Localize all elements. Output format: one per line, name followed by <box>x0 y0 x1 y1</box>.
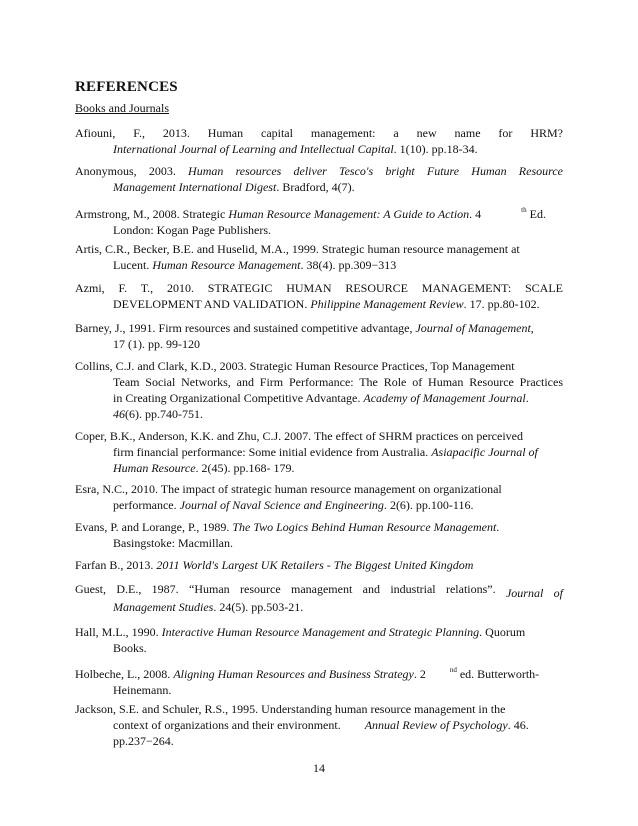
reference-line: Azmi, F. T., 2010. STRATEGIC HUMAN RESOURCE MANAGEMENT: SCALE <box>75 281 563 295</box>
journal-title: Asiapacific Journal of <box>431 445 538 459</box>
journal-title: Academy of Management Journal <box>363 391 526 405</box>
reference-artis <box>75 241 563 273</box>
reference-line <box>75 519 563 535</box>
reference-anonymous <box>75 163 563 195</box>
reference-line: Esra, N.C., 2010. The impact of strategic human resource management on organizational <box>75 482 502 496</box>
reference-line: 17 (1). pp. 99-120 <box>113 337 200 351</box>
reference-text: firm financial performance: Some initial evidence from Australia. <box>113 445 432 459</box>
reference-line <box>75 599 563 615</box>
reference-line: Basingstoke: Macmillan. <box>113 536 233 550</box>
reference-jackson <box>75 701 563 749</box>
reference-line: Artis, C.R., Becker, B.E. and Huselid, M.A., 1999. Strategic human resource management at <box>75 242 520 256</box>
reference-text: . 2(6). pp.100-116. <box>383 498 474 512</box>
reference-afiouni <box>75 125 563 157</box>
reference-text: . 24(5). pp.503-21. <box>213 600 304 614</box>
reference-hall <box>75 624 563 656</box>
reference-holbeche <box>75 662 563 698</box>
journal-title: Management International Digest <box>113 180 277 194</box>
reference-text: Ed. <box>526 207 546 221</box>
journal-title: Philippine Management Review <box>310 297 464 311</box>
reference-text: . Quorum <box>479 625 526 639</box>
reference-line: Afiouni, F., 2013. Human capital management: a new name for HRM? <box>75 126 563 140</box>
reference-collins <box>75 358 563 422</box>
reference-line <box>75 141 563 157</box>
reference-text: . 38(4). pp.309−313 <box>300 258 397 272</box>
reference-text: . 46. <box>507 718 529 732</box>
reference-text: . 17. pp.80-102. <box>463 297 540 311</box>
reference-line <box>75 202 563 222</box>
reference-esra <box>75 481 563 513</box>
reference-text: (6). pp.740-751. <box>125 407 203 421</box>
journal-title: Journal of Naval Science and Engineering <box>179 498 384 512</box>
reference-text: Armstrong, M., 2008. Strategic <box>75 207 229 221</box>
reference-text: Anonymous, 2003. <box>75 164 189 178</box>
reference-line <box>75 624 563 640</box>
reference-text: . 1(10). pp.18-34. <box>393 142 478 156</box>
reference-line: Team Social Networks, and Firm Performance: The Role of Human Resource Practices <box>113 375 563 389</box>
reference-text: . <box>496 520 500 534</box>
reference-text: . 2(45). pp.168- 179. <box>195 461 295 475</box>
reference-evans <box>75 519 563 551</box>
reference-text: Farfan B., 2013. <box>75 558 157 572</box>
section-subheading: Books and Journals <box>75 101 169 115</box>
reference-text: ed. Butterworth- <box>456 667 540 681</box>
reference-line <box>75 179 563 195</box>
journal-title: Management Studies <box>113 600 214 614</box>
reference-line <box>75 390 563 406</box>
reference-text: Hall, M.L., 1990. <box>75 625 162 639</box>
reference-line <box>75 320 563 336</box>
journal-title: Journal of <box>505 586 563 600</box>
superscript: th <box>521 206 527 214</box>
reference-text: Evans, P. and Lorange, P., 1989. <box>75 520 233 534</box>
volume-number: 46 <box>113 407 125 421</box>
book-title: Interactive Human Resource Management and Strategic Planning <box>161 625 480 639</box>
reference-line <box>75 296 563 312</box>
reference-text: in Creating Organizational Competitive Advantage. <box>113 391 364 405</box>
reference-text: . 4 <box>469 207 482 221</box>
reference-line: Heinemann. <box>113 683 172 697</box>
reference-text: . <box>525 391 529 405</box>
journal-title: International Journal of Learning and Intellectual Capital <box>113 142 394 156</box>
reference-line <box>75 444 563 460</box>
book-title: Aligning Human Resources and Business Strategy <box>173 667 414 681</box>
journal-title: Annual Review of Psychology <box>364 718 508 732</box>
reference-text: DEVELOPMENT AND VALIDATION. <box>113 297 311 311</box>
reference-line <box>75 557 563 573</box>
reference-text: Holbeche, L., 2008. <box>75 667 174 681</box>
reference-text: context of organizations and their environment. <box>113 718 365 732</box>
reference-line <box>75 460 563 476</box>
article-title: Human resources deliver Tesco's bright Future Human Resource <box>188 164 563 178</box>
reference-text: Guest, D.E., 1987. “Human resource management and industrial relations”. <box>75 582 496 596</box>
reference-line: Collins, C.J. and Clark, K.D., 2003. Strategic Human Resource Practices, Top Management <box>75 359 515 373</box>
reference-line <box>75 406 563 422</box>
page-number: 14 <box>313 761 325 775</box>
reference-text: Barney, J., 1991. Firm resources and sustained competitive advantage, <box>75 321 416 335</box>
book-title: Human Resource Management: A Guide to Action <box>228 207 470 221</box>
reference-text: performance. <box>113 498 180 512</box>
reference-text: . Bradford, 4(7). <box>276 180 355 194</box>
reference-text: , <box>530 321 534 335</box>
reference-text: . 2 <box>413 667 426 681</box>
book-title: The Two Logics Behind Human Resource Management <box>232 520 497 534</box>
reference-line: London: Kogan Page Publishers. <box>113 223 271 237</box>
reference-line <box>75 257 563 273</box>
reference-guest <box>75 581 563 615</box>
reference-barney <box>75 320 563 352</box>
journal-title: Human Resource Management <box>152 258 301 272</box>
reference-line <box>75 717 563 733</box>
reference-line <box>75 163 563 179</box>
reference-line <box>75 662 563 682</box>
reference-line: Books. <box>113 641 147 655</box>
reference-line: Jackson, S.E. and Schuler, R.S., 1995. Understanding human resource management in the <box>75 702 506 716</box>
reference-line: pp.237−264. <box>113 734 174 748</box>
journal-title: Journal of Management <box>415 321 531 335</box>
reference-azmi <box>75 280 563 312</box>
reference-armstrong <box>75 202 563 238</box>
article-title: 2011 World's Largest UK Retailers - The Biggest United Kingdom <box>156 558 474 572</box>
journal-title: Human Resource <box>113 461 196 475</box>
reference-farfan <box>75 557 563 573</box>
reference-line: Coper, B.K., Anderson, K.K. and Zhu, C.J. 2007. The effect of SHRM practices on perceived <box>75 429 523 443</box>
reference-line <box>75 497 563 513</box>
reference-text: Lucent. <box>113 258 153 272</box>
superscript: nd <box>449 666 457 674</box>
reference-coper <box>75 428 563 476</box>
reference-line <box>75 581 563 600</box>
page-heading: REFERENCES <box>75 79 178 95</box>
